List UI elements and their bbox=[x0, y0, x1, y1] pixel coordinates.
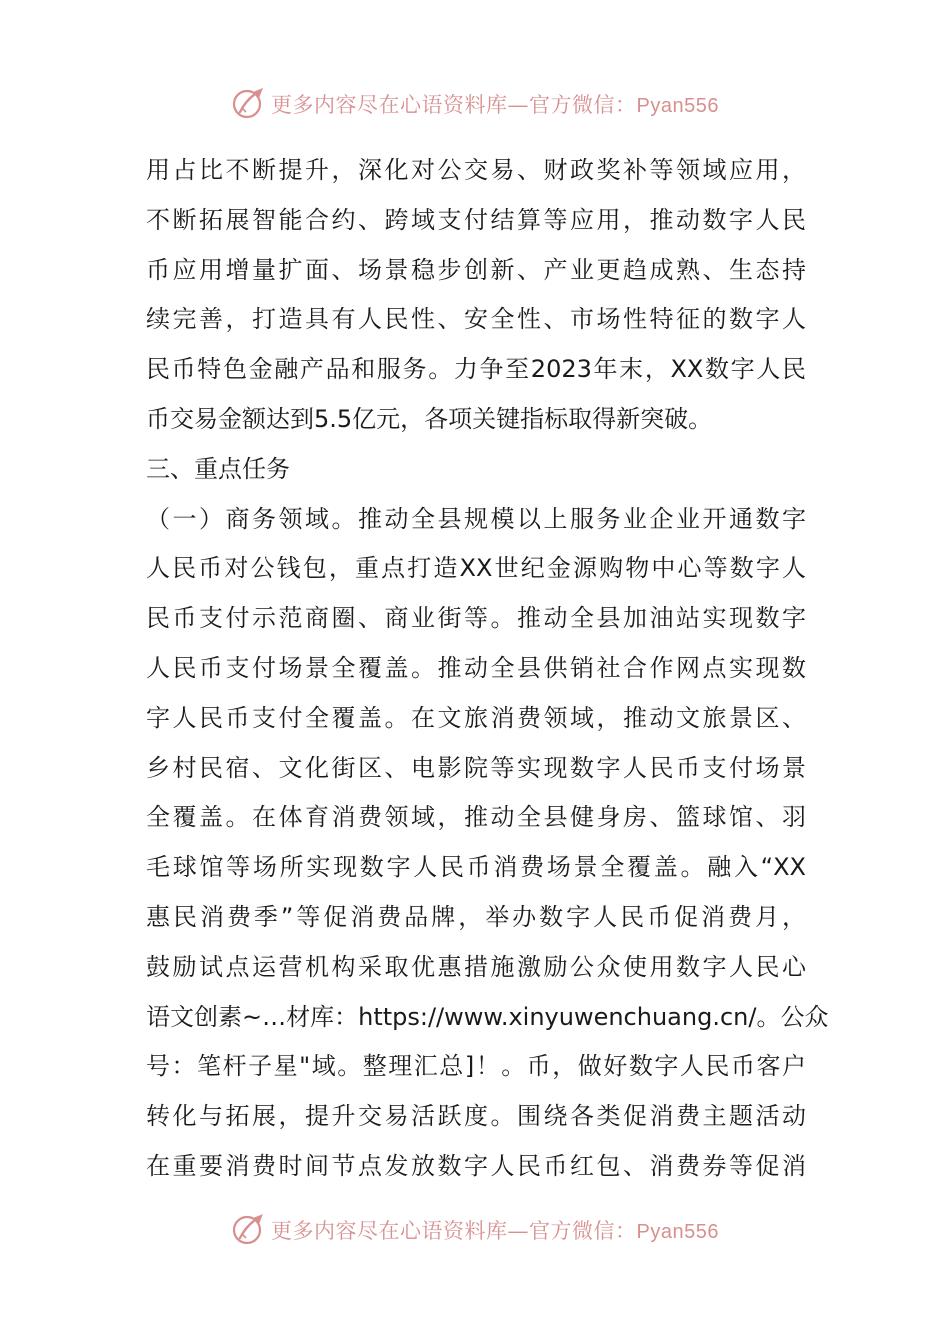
text-line: 人民币对公钱包，重点打造XX世纪金源购物中心等数字人 bbox=[146, 554, 806, 583]
text-line: 惠民消费季”等促消费品牌，举办数字人民币促消费月， bbox=[146, 902, 806, 931]
text-line: 鼓励试点运营机构采取优惠措施激励公众使用数字人民心 bbox=[146, 952, 806, 981]
text-line: 字人民币支付全覆盖。在文旅消费领域，推动文旅景区、 bbox=[146, 703, 806, 732]
text-line: 币应用增量扩面、场景稳步创新、产业更趋成熟、生态持 bbox=[146, 255, 806, 284]
footer-banner-text: 更多内容尽在心语资料库—官方微信：Pyan556 bbox=[271, 1219, 719, 1243]
text-line: 在重要消费时间节点发放数字人民币红包、消费券等促消 bbox=[146, 1151, 806, 1180]
text-line: 全覆盖。在体育消费领域，推动全县健身房、篮球馆、羽 bbox=[146, 803, 806, 832]
text-line: 币交易金额达到5.5亿元，各项关键指标取得新突破。 bbox=[146, 404, 713, 433]
text-line: 乡村民宿、文化街区、电影院等实现数字人民币支付场景 bbox=[146, 753, 806, 782]
header-wechat-id: Pyan556 bbox=[636, 95, 719, 117]
text-line: 人民币支付场景全覆盖。推动全县供销社合作网点实现数 bbox=[146, 653, 806, 682]
pen-logo-icon bbox=[231, 86, 267, 122]
text-line: 转化与拓展，提升交易活跃度。围绕各类促消费主题活动 bbox=[146, 1102, 806, 1131]
footer-banner-content bbox=[231, 1212, 719, 1248]
text-line: 民币特色金融产品和服务。力争至2023年末，XX数字人民 bbox=[146, 355, 806, 384]
text-line: 续完善，打造具有人民性、安全性、市场性特征的数字人 bbox=[146, 305, 806, 334]
text-line: 三、重点任务 bbox=[146, 454, 290, 483]
text-line: （一）商务领域。推动全县规模以上服务业企业开通数字 bbox=[146, 504, 806, 533]
text-line: 用占比不断提升，深化对公交易、财政奖补等领域应用， bbox=[146, 156, 806, 184]
text-line: 语文创素~…材库：https://www.xinyuwenchuang.cn/。公众 bbox=[146, 1002, 829, 1031]
text-line: 民币支付示范商圈、商业街等。推动全县加油站实现数字 bbox=[146, 604, 806, 633]
footer-wechat-id: Pyan556 bbox=[636, 1221, 719, 1243]
text-line: 毛球馆等场所实现数字人民币消费场景全覆盖。融入“XX bbox=[146, 853, 806, 882]
text-line: 号：笔杆子星"域。整理汇总]！。币，做好数字人民币客户 bbox=[146, 1052, 806, 1081]
header-banner-text: 更多内容尽在心语资料库—官方微信：Pyan556 bbox=[271, 93, 719, 117]
footer-watermark-banner bbox=[0, 1208, 950, 1252]
header-watermark-banner bbox=[0, 82, 950, 126]
document-body bbox=[146, 146, 829, 1192]
text-line: 不断拓展智能合约、跨域支付结算等应用，推动数字人民 bbox=[146, 205, 806, 234]
header-banner-content bbox=[231, 86, 719, 122]
pen-logo-icon bbox=[231, 1212, 267, 1248]
